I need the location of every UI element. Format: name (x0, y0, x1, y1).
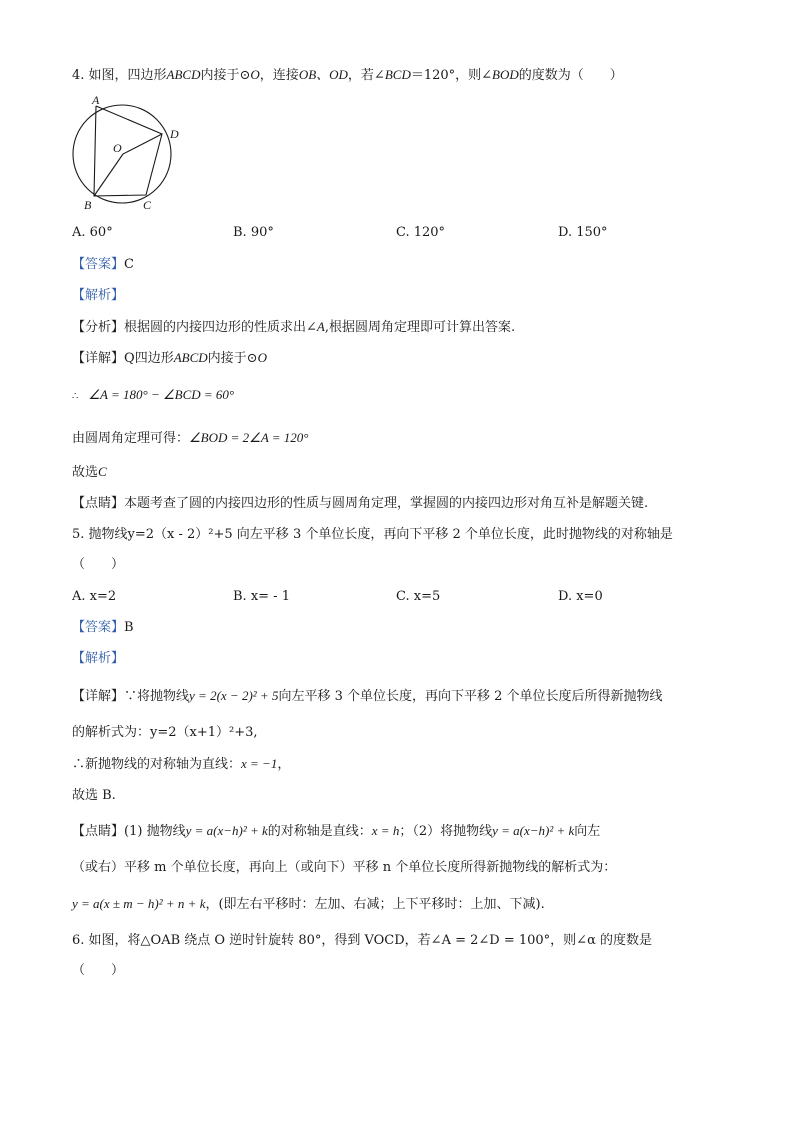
q4-choose: 故选C (72, 464, 107, 480)
q4-option-c[interactable]: C. 120° (396, 225, 446, 240)
q6-stem-line1: 6. 如图，将△OAB 绕点 O 逆时针旋转 80°，得到 VOCD，若∠A = 2∠D = 100°，则∠α 的度数是 (72, 933, 652, 948)
q5-detail-line2: 的解析式为：y=2（x+1）²+3, (72, 725, 258, 740)
segment-od (123, 134, 162, 154)
q5-point-line2: （或右）平移 m 个单位长度，再向上（或向下）平移 n 个单位长度所得新抛物线的解析式为： (72, 860, 617, 875)
q4-option-a[interactable]: A. 60° (72, 225, 113, 240)
q4-option-b[interactable]: B. 90° (233, 225, 274, 240)
label-a: A (92, 93, 100, 107)
q5-option-d[interactable]: D. x=0 (558, 589, 603, 604)
label-b: B (84, 198, 92, 212)
q4-detail: 【详解】Q四边形ABCD内接于⊙O (72, 350, 267, 366)
q5-point-line1: 【点睛】(1) 抛物线y = a(x−h)² + k的对称轴是直线：x = h；（2）将抛物线y = a(x−h)² + k向左 (72, 823, 601, 839)
q5-stem-line2: （ ） (72, 557, 125, 572)
q4-eq2: 由圆周角定理可得：∠BOD = 2∠A = 120° (72, 430, 309, 446)
q6-stem-line2: （ ） (72, 963, 125, 978)
q4-point: 【点睛】本题考查了圆的内接四边形的性质与圆周角定理，掌握圆的内接四边形对角互补是解题关键. (72, 496, 649, 511)
q5-analysis-tag: 【解析】 (72, 651, 125, 666)
q4-fenxi: 【分析】根据圆的内接四边形的性质求出∠A,根据圆周角定理即可计算出答案. (72, 319, 516, 335)
q5-choose: 故选 B. (72, 788, 116, 803)
q5-detail-line3: ∴新抛物线的对称轴为直线：x = −1， (72, 756, 291, 772)
q5-option-a[interactable]: A. x=2 (72, 589, 117, 604)
q5-detail-line1: 【详解】∵将抛物线y = 2(x − 2)² + 5向左平移 3 个单位长度，再向下平移 2 个单位长度后所得新抛物线 (72, 688, 663, 704)
q5-answer: 【答案】B (72, 620, 134, 635)
q4-answer: 【答案】C (72, 257, 134, 272)
q4-eq1: ∴ ∠A = 180° − ∠BCD = 60° (72, 387, 235, 402)
q5-option-b[interactable]: B. x= - 1 (233, 589, 290, 604)
q4-circle-figure (66, 92, 190, 214)
q4-stem: 4. 如图，四边形ABCD内接于⊙O，连接OB、OD，若∠BCD＝120°，则∠BOD的度数为（ ） (72, 67, 623, 83)
label-o: O (113, 141, 122, 155)
q5-option-c[interactable]: C. x=5 (396, 589, 441, 604)
q5-stem-line1: 5. 抛物线y=2（x - 2）²+5 向左平移 3 个单位长度，再向下平移 2 个单位长度，此时抛物线的对称轴是 (72, 527, 673, 542)
q4-analysis-tag: 【解析】 (72, 288, 125, 303)
segment-ob (94, 154, 123, 196)
q5-point-line3: y = a(x ± m − h)² + n + k，(即左右平移时：左加、右减；上下平移时：上加、下减). (72, 896, 545, 912)
label-d: D (170, 127, 179, 141)
label-c: C (143, 198, 152, 212)
q4-option-d[interactable]: D. 150° (558, 225, 608, 240)
